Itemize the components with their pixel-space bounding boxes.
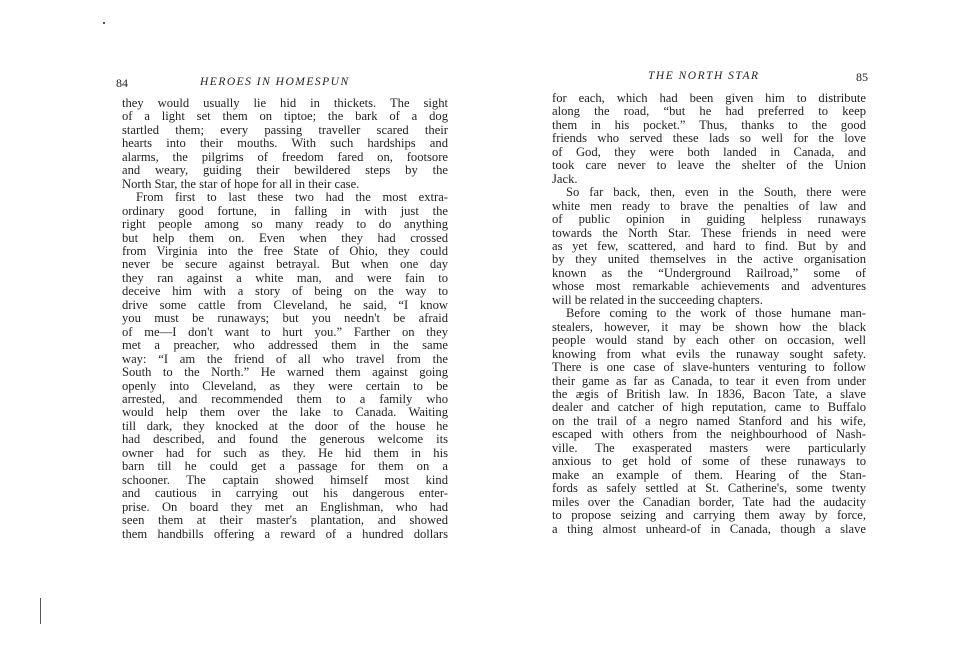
text-line: stealers, however, it may be shown how the black — [552, 320, 866, 334]
text-line: prise. On board they met an Englishman, who had — [122, 500, 448, 514]
text-line: towards the North Star. These friends in need were — [552, 226, 866, 240]
text-line: Jack. — [552, 172, 578, 186]
text-line: friends who served these lads so well for the love — [552, 132, 866, 146]
text-line: ordinary good fortune, in falling in with just the — [122, 204, 448, 218]
text-line: ville. The exasperated masters were particularly — [552, 441, 866, 455]
text-line: as yet few, scattered, and hard to find. But by and — [552, 239, 866, 253]
text-line: openly into Cleveland, as they were certain to be — [122, 379, 448, 393]
text-line: a thing almost unheard-of in Canada, though a slave — [552, 522, 866, 536]
text-line: to propose seizing and carrying them away by force, — [552, 509, 866, 523]
text-line: right people among so many ready to do anything — [122, 218, 448, 232]
text-line: they would usually lie hid in thickets. The sight — [122, 97, 448, 110]
text-line: you must be runaways; but you needn't be afraid — [122, 312, 448, 326]
text-line: for each, which had been given him to distribute — [552, 92, 866, 105]
text-line: along the road, “but he had preferred to keep — [552, 105, 866, 119]
text-line: schooner. The captain showed himself most kind — [122, 473, 448, 487]
text-line: known as the “Underground Railroad,” some of — [552, 266, 866, 280]
text-line: their game as far as Canada, to tear it even from under — [552, 374, 866, 388]
left-body-text — [122, 97, 448, 541]
text-line: barn till he could get a passage for them on a — [122, 460, 448, 474]
text-line: took care never to leave the shelter of the Union — [552, 159, 866, 173]
text-line: North Star, the star of hope for all in their case. — [122, 177, 360, 191]
text-line: never be secure against betrayal. But when one day — [122, 258, 448, 272]
text-line: of a light set them on tiptoe; the bark of a dog — [122, 110, 448, 124]
text-line: whose most remarkable achievements and adventures — [552, 280, 866, 294]
text-line: hearts into their mouths. With such hardships and — [122, 137, 448, 151]
text-line: by they united themselves in the active organisation — [552, 253, 866, 267]
right-page-number: 85 — [856, 70, 868, 84]
text-line: alarms, the pilgrims of freedom fared on, footsore — [122, 150, 448, 164]
text-line: startled them; every passing traveller scared their — [122, 123, 448, 137]
text-line: seen them at their master's plantation, and showed — [122, 514, 448, 528]
text-line: There is one case of slave-hunters venturing to follow — [552, 361, 866, 375]
text-line: till dark, they knocked at the door of the house he — [122, 419, 448, 433]
right-running-head: THE NORTH STAR — [648, 70, 760, 82]
scan-mark — [40, 598, 41, 624]
scan-mark — [103, 22, 105, 24]
text-line: from Virginia into the free State of Ohio, they could — [122, 244, 448, 258]
text-line: So far back, then, even in the South, there were — [566, 186, 866, 200]
text-line: people would stand by each other on occasion, well — [552, 334, 866, 348]
text-line: but help them on. Even when they had crossed — [122, 231, 448, 245]
text-line: South to the North.” He warned them against going — [122, 366, 448, 380]
text-line: of me—I don't want to hurt you.” Farther on they — [122, 325, 448, 339]
text-line: the ægis of British law. In 1836, Bacon Tate, a slave — [552, 387, 866, 401]
text-line: miles over the Canadian border, Tate had the audacity — [552, 495, 866, 509]
text-line: make an example of them. Hearing of the Stan- — [552, 468, 866, 482]
text-line: them in his pocket.” Thus, thanks to the good — [552, 118, 866, 132]
text-line: anxious to get hold of some of these runaways to — [552, 455, 866, 469]
text-line: of God, they were both landed in Canada, and — [552, 145, 866, 159]
text-line: on the trail of a negro named Stanford and his wife, — [552, 414, 866, 428]
left-running-head: HEROES IN HOMESPUN — [200, 76, 350, 88]
text-line: way: “I am the friend of all who travel from the — [122, 352, 448, 366]
text-line: white men ready to brave the penalties of law and — [552, 199, 866, 213]
left-page-number: 84 — [116, 76, 128, 90]
right-body-text — [552, 92, 866, 536]
text-line: will be related in the succeeding chapters. — [552, 293, 763, 307]
text-line: had described, and found the generous welcome its — [122, 433, 448, 447]
text-line: dealer and catcher of high reputation, came to Buffalo — [552, 401, 866, 415]
text-line: fords as safely settled at St. Catherine's, some twenty — [552, 482, 866, 496]
text-line: they ran against a white man, and were fain to — [122, 271, 448, 285]
text-line: knowing from what evils the runaway sought safety. — [552, 347, 866, 361]
text-line: drive some cattle from Cleveland, he said, “I know — [122, 298, 448, 312]
text-line: escaped with others from the neighbourhood of Nash- — [552, 428, 866, 442]
text-line: of public opinion in guiding helpless runaways — [552, 213, 866, 227]
right-page — [490, 0, 980, 650]
text-line: deceive him with a story of being on the way to — [122, 285, 448, 299]
text-line: arrested, and recommended them to a family who — [122, 392, 448, 406]
text-line: would help them over the lake to Canada. Waiting — [122, 406, 448, 420]
text-line: From first to last these two had the most extra- — [136, 191, 448, 205]
text-line: them handbills offering a reward of a hundred dollars — [122, 527, 448, 541]
text-line: owner had for such as they. He hid them in his — [122, 446, 448, 460]
text-line: met a preacher, who addressed them in the same — [122, 339, 448, 353]
text-line: and cautious in carrying out his dangerous enter- — [122, 487, 448, 501]
text-line: Before coming to the work of those humane man- — [566, 307, 866, 321]
text-line: and weary, guiding their bewildered steps by the — [122, 164, 448, 178]
